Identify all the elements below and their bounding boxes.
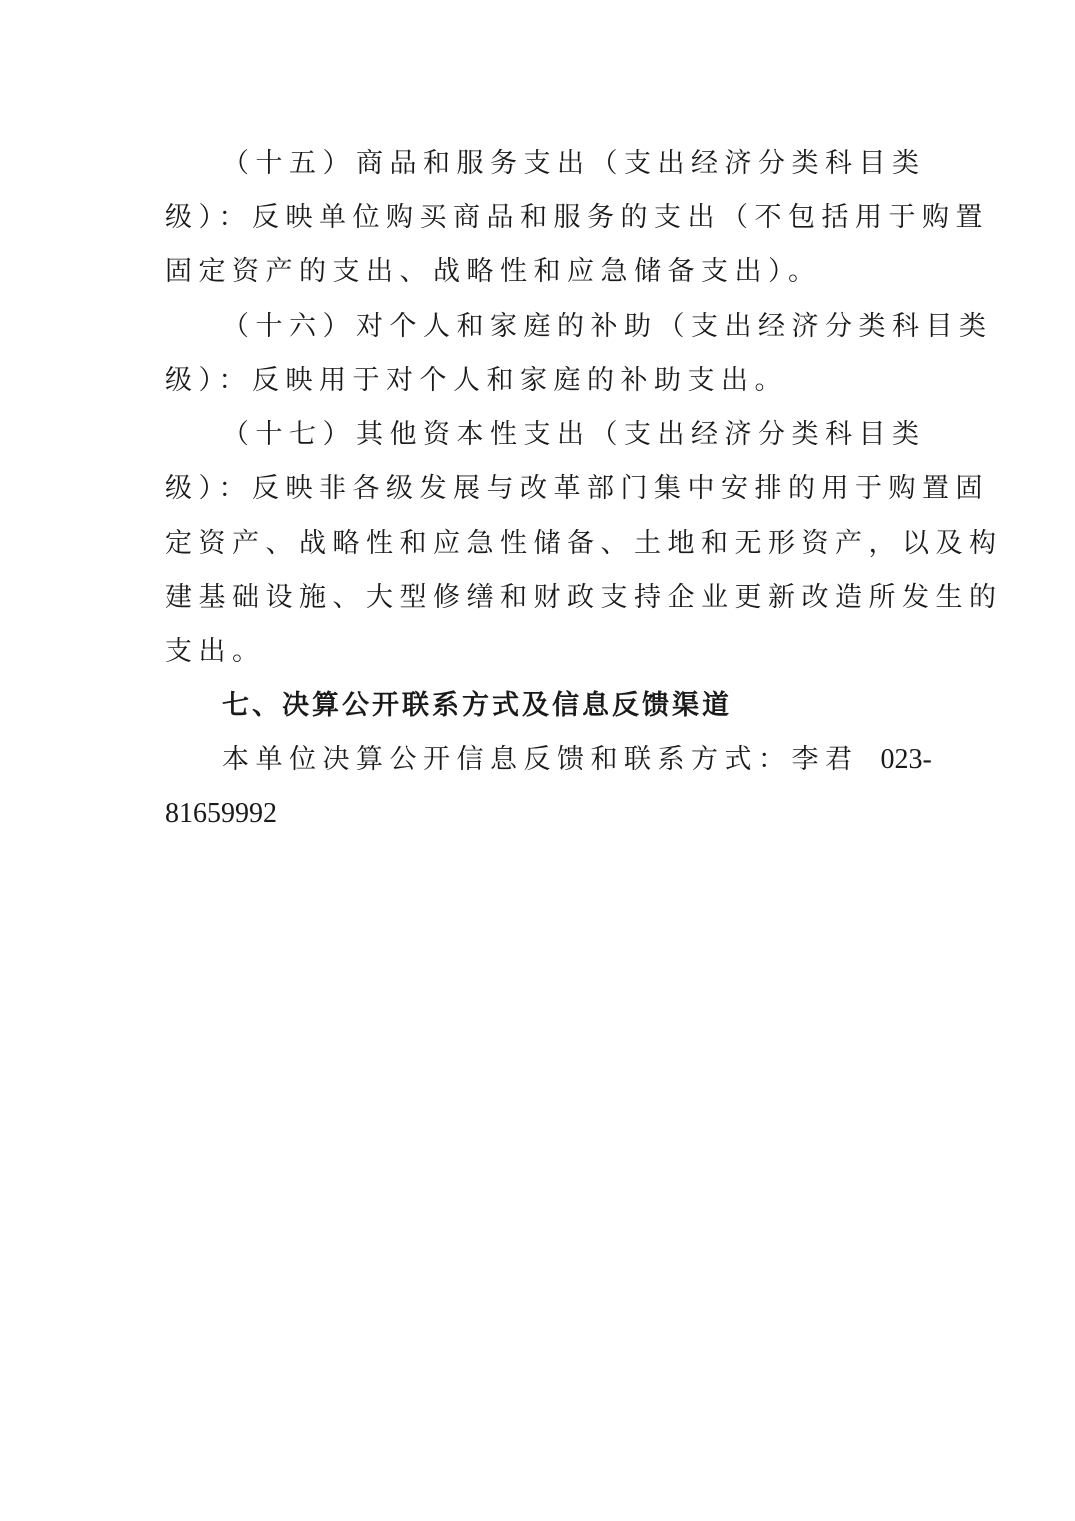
contact-text: 本单位决算公开信息反馈和联系方式：李君 [222,744,859,775]
item-17-line-5: 支出。 [165,636,266,667]
phone-number-part-2: 81659992 [165,798,277,829]
phone-number-part-1: 023- [880,744,932,775]
item-15-line-3: 固定资产的支出、战略性和应急储备支出）。 [165,256,822,287]
item-16-line-1: （十六）对个人和家庭的补助（支出经济分类科目类 [222,311,993,342]
section-7-heading: 七、决算公开联系方式及信息反馈渠道 [222,690,732,721]
item-17-line-1: （十七）其他资本性支出（支出经济分类科目类 [222,419,926,450]
item-17-line-4: 建基础设施、大型修缮和财政支持企业更新改造所发生的 [165,582,1003,613]
item-15-line-1: （十五）商品和服务支出（支出经济分类科目类 [222,148,926,179]
contact-line [222,742,932,778]
item-16-line-2: 级）：反映用于对个人和家庭的补助支出。 [165,365,788,396]
item-17-line-2: 级）：反映非各级发展与改革部门集中安排的用于购置固 [165,473,989,504]
item-15-line-2: 级）：反映单位购买商品和服务的支出（不包括用于购置 [165,202,989,233]
item-17-line-3: 定资产、战略性和应急性储备、土地和无形资产，以及构 [165,528,1003,559]
